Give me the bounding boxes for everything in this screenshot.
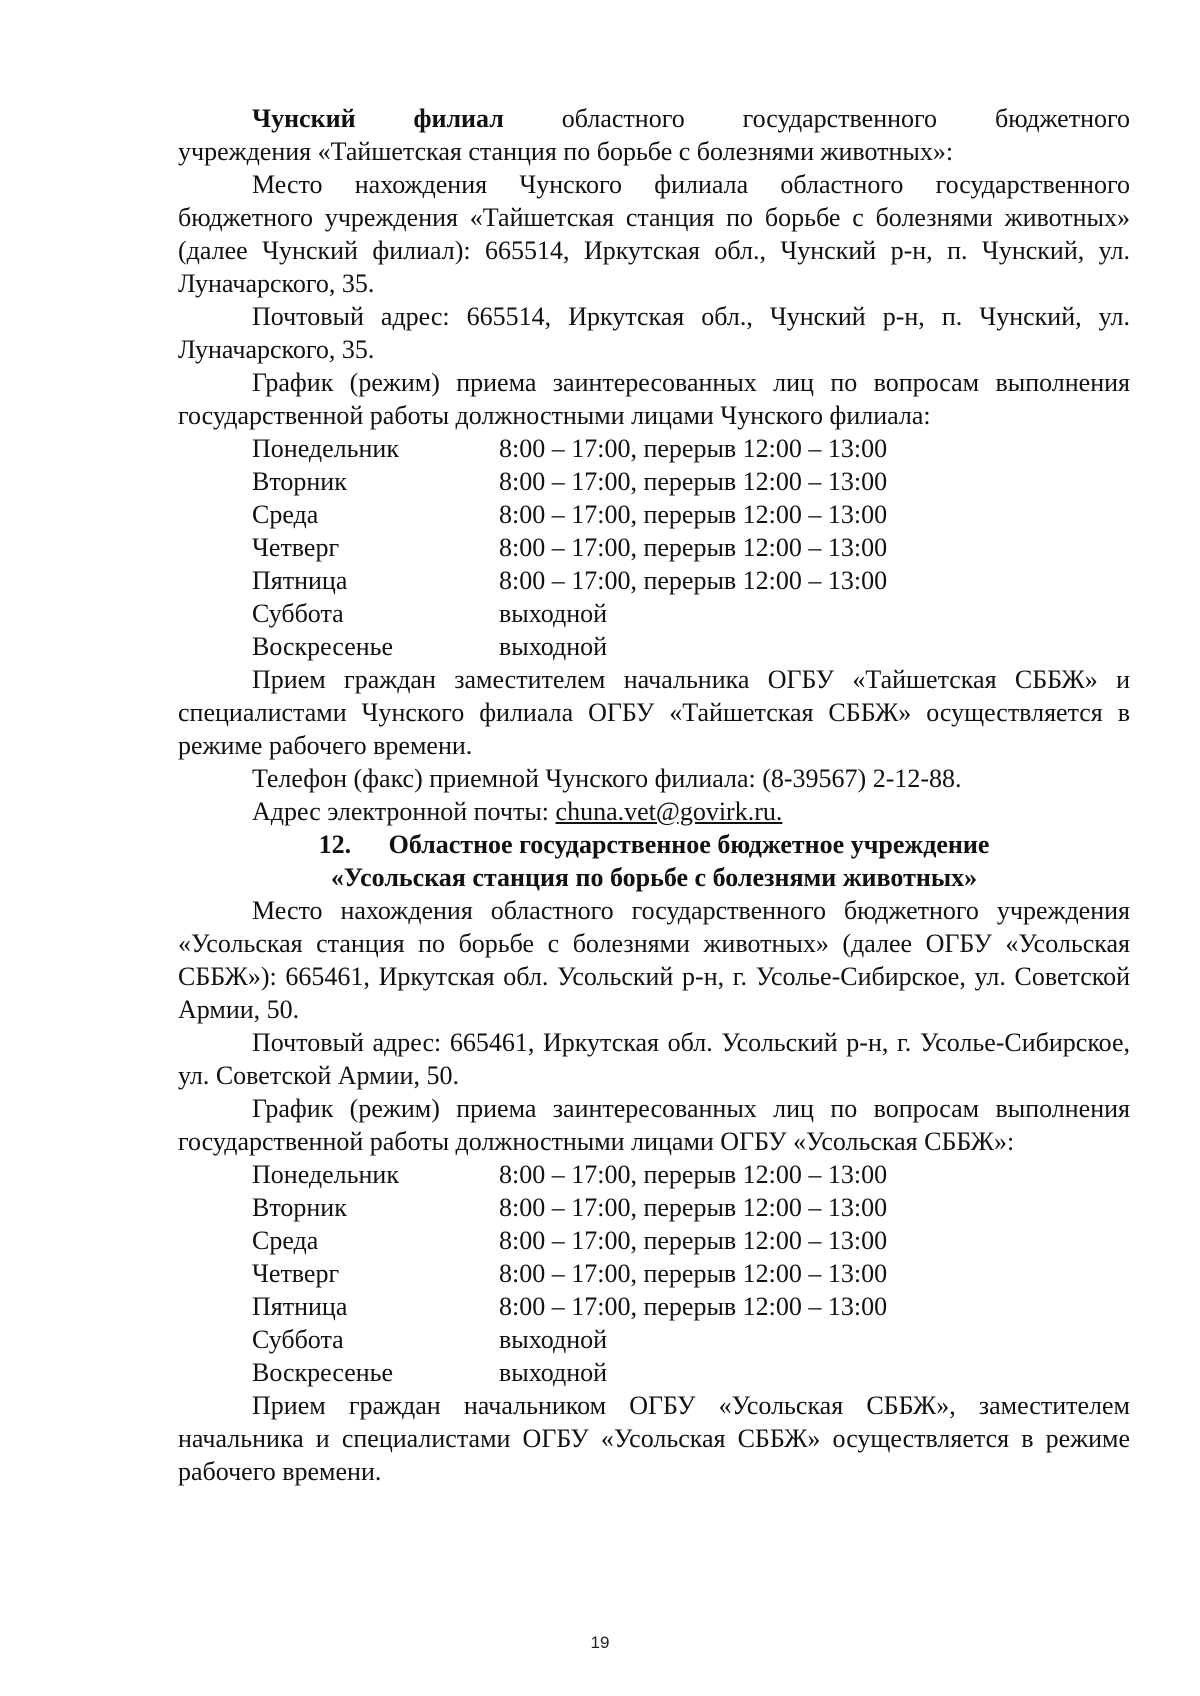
branch-email-line: [178, 795, 1130, 828]
page-body: [178, 102, 1130, 1488]
branch-intro-bold-1: Чунский: [252, 104, 356, 133]
section12-schedule: [252, 1158, 1130, 1389]
schedule-day: Воскресенье: [252, 632, 394, 661]
section12-postal-address: Почтовый адрес: 665461, Иркутская обл. Усольский р-н, г. Усолье-Сибирское, ул. Советской Армии, 50.: [178, 1028, 1130, 1090]
schedule-day: Вторник: [252, 467, 347, 496]
schedule-hours: 8:00 – 17:00, перерыв 12:00 – 13:00: [499, 1160, 888, 1189]
schedule-day: Пятница: [252, 566, 348, 595]
schedule-hours: выходной: [499, 599, 608, 628]
schedule-hours: выходной: [499, 632, 608, 661]
schedule-row: [252, 1224, 1130, 1257]
section12-reception-note: Прием граждан начальником ОГБУ «Усольская СББЖ», заместителем начальника и специалистами ОГБУ «Усольская СББЖ» осуществляется в режиме рабочего времени.: [178, 1391, 1130, 1486]
schedule-day: Суббота: [252, 1325, 344, 1354]
schedule-row: [252, 531, 1130, 564]
schedule-hours: 8:00 – 17:00, перерыв 12:00 – 13:00: [499, 566, 888, 595]
schedule-day: Четверг: [252, 1259, 340, 1288]
schedule-day: Вторник: [252, 1193, 347, 1222]
page-number: 19: [590, 1633, 610, 1652]
schedule-day: Понедельник: [252, 434, 399, 463]
schedule-row: [252, 1323, 1130, 1356]
schedule-hours: выходной: [499, 1358, 608, 1387]
section12-location: Место нахождения областного государственного бюджетного учреждения «Усольская станция по борьбе с болезнями животных» (далее ОГБУ «Усольская СББЖ»): 665461, Иркутская обл. Усольский р-н, г. Усолье-Сибирское, ул. Советской Армии, 50.: [178, 896, 1130, 1024]
schedule-row: [252, 1191, 1130, 1224]
branch-email-link[interactable]: chuna.vet@govirk.ru.: [555, 797, 783, 826]
schedule-row: [252, 498, 1130, 531]
schedule-row: [252, 1356, 1130, 1389]
schedule-day: Воскресенье: [252, 1358, 394, 1387]
branch-intro: [178, 102, 1130, 135]
schedule-hours: 8:00 – 17:00, перерыв 12:00 – 13:00: [499, 1193, 888, 1222]
schedule-hours: выходной: [499, 1325, 608, 1354]
schedule-day: Четверг: [252, 533, 340, 562]
section-title-line1: Областное государственное бюджетное учреждение: [388, 830, 990, 859]
schedule-hours: 8:00 – 17:00, перерыв 12:00 – 13:00: [499, 1226, 888, 1255]
branch-intro-line2: учреждения «Тайшетская станция по борьбе с болезнями животных»:: [178, 137, 954, 166]
branch-intro-bold-2: филиал: [413, 104, 504, 133]
schedule-hours: 8:00 – 17:00, перерыв 12:00 – 13:00: [499, 1259, 888, 1288]
schedule-row: [252, 564, 1130, 597]
branch-location: Место нахождения Чунского филиала областного государственного бюджетного учреждения «Тайшетская станция по борьбе с болезнями животных» (далее Чунский филиал): 665514, Иркутская обл., Чунский р-н, п. Чунский, ул. Луначарского, 35.: [178, 170, 1130, 298]
section-title-line2: «Усольская станция по борьбе с болезнями животных»: [330, 863, 978, 892]
schedule-hours: 8:00 – 17:00, перерыв 12:00 – 13:00: [499, 533, 888, 562]
section-12-heading: [178, 828, 1130, 861]
schedule-row: [252, 1290, 1130, 1323]
branch-phone: Телефон (факс) приемной Чунского филиала: (8-39567) 2-12-88.: [252, 764, 962, 793]
schedule-row: [252, 630, 1130, 663]
branch-intro-rest: областного государственного бюджетного: [561, 104, 1130, 133]
schedule-hours: 8:00 – 17:00, перерыв 12:00 – 13:00: [499, 1292, 888, 1321]
branch-schedule: [252, 432, 1130, 663]
schedule-hours: 8:00 – 17:00, перерыв 12:00 – 13:00: [499, 434, 888, 463]
section12-schedule-intro: График (режим) приема заинтересованных лиц по вопросам выполнения государственной работы должностными лицами ОГБУ «Усольская СББЖ»:: [178, 1094, 1130, 1156]
schedule-row: [252, 597, 1130, 630]
schedule-hours: 8:00 – 17:00, перерыв 12:00 – 13:00: [499, 500, 888, 529]
branch-schedule-intro: График (режим) приема заинтересованных лиц по вопросам выполнения государственной работы должностными лицами Чунского филиала:: [178, 368, 1130, 430]
schedule-hours: 8:00 – 17:00, перерыв 12:00 – 13:00: [499, 467, 888, 496]
branch-postal-address: Почтовый адрес: 665514, Иркутская обл., Чунский р-н, п. Чунский, ул. Луначарского, 35.: [178, 302, 1130, 364]
schedule-day: Понедельник: [252, 1160, 399, 1189]
schedule-row: [252, 1158, 1130, 1191]
schedule-row: [252, 432, 1130, 465]
schedule-day: Среда: [252, 500, 319, 529]
branch-email-label: Адрес электронной почты:: [252, 797, 550, 826]
schedule-day: Пятница: [252, 1292, 348, 1321]
schedule-row: [252, 465, 1130, 498]
schedule-day: Суббота: [252, 599, 344, 628]
schedule-row: [252, 1257, 1130, 1290]
schedule-day: Среда: [252, 1226, 319, 1255]
section-number: 12.: [318, 830, 352, 859]
branch-reception-note: Прием граждан заместителем начальника ОГБУ «Тайшетская СББЖ» и специалистами Чунского филиала ОГБУ «Тайшетская СББЖ» осуществляется в режиме рабочего времени.: [178, 665, 1130, 760]
